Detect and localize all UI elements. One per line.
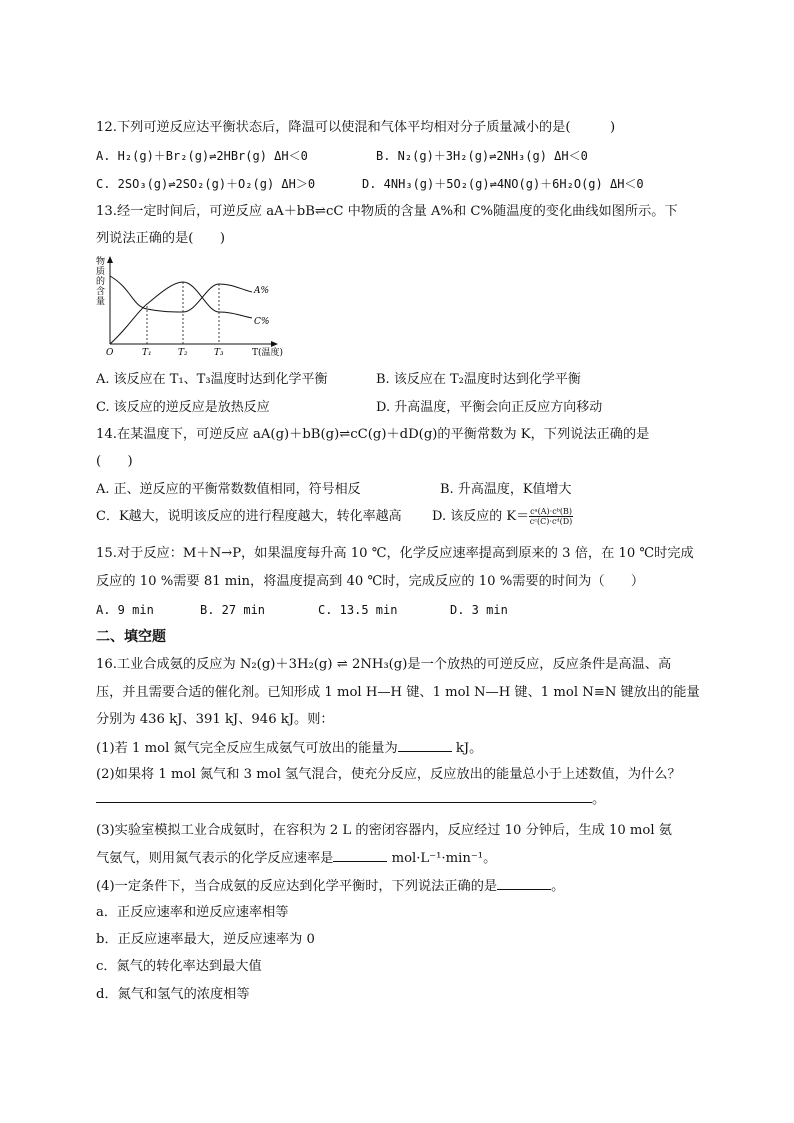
q12-stem: 12.下列可逆反应达平衡状态后，降温可以使混和气体平均相对分子质量减小的是( ) xyxy=(96,120,616,135)
q15-stem-line1: 15.对于反应：M＋N→P，如果温度每升高 10 ℃，化学反应速率提高到原来的 3 倍，在 10 ℃时完成 xyxy=(96,546,694,561)
q14-stem-line1: 14.在某温度下，可逆反应 aA(g)＋bB(g)⇌cC(g)＋dD(g)的平衡常数为 K，下列说法正确的是 xyxy=(96,427,650,442)
curve-c-label: C% xyxy=(254,317,270,327)
q13-option-a: A. 该反应在 T₁、T₃温度时达到化学平衡 xyxy=(96,372,328,387)
q12-option-d: D. 4NH₃(g)＋5O₂(g)⇌4NO(g)＋6H₂O(g) ΔH＜0 xyxy=(362,177,644,191)
origin-label: O xyxy=(106,348,114,358)
q16-stem-line2: 压，并且需要合适的催化剂。已知形成 1 mol H—H 键、1 mol N—H 键、1 mol N≡N 键放出的能量 xyxy=(96,685,700,700)
content-temperature-graph xyxy=(92,254,302,364)
q12-option-c: C. 2SO₃(g)⇌2SO₂(g)＋O₂(g) ΔH＞0 xyxy=(96,177,316,191)
q16-part1 xyxy=(96,739,482,758)
y-axis-arrow xyxy=(107,256,113,263)
q16-part1-text: (1)若 1 mol 氮气完全反应生成氨气可放出的能量为 xyxy=(96,741,398,756)
x-axis-label: T(温度) xyxy=(252,348,284,358)
q13-option-c: C. 该反应的逆反应是放热反应 xyxy=(96,400,270,415)
q13-option-b: B. 该反应在 T₂温度时达到化学平衡 xyxy=(376,372,581,387)
fraction-denominator: cᶜ(C)·cᵈ(D) xyxy=(529,517,573,526)
q15-option-c: C. 13.5 min xyxy=(318,603,398,617)
tick-t1: T₁ xyxy=(142,348,152,358)
section-title-fill-in: 二、填空题 xyxy=(96,629,166,645)
equilibrium-constant-fraction xyxy=(529,507,573,526)
q14-option-d xyxy=(432,503,573,531)
y-label-char: 物 xyxy=(96,257,106,267)
q16-part3-unit: mol·L⁻¹·min⁻¹。 xyxy=(387,851,497,866)
q14-option-c: C．K越大，说明该反应的进行程度越大，转化率越高 xyxy=(96,509,402,524)
q16-part4-text: (4)一定条件下，当合成氨的反应达到化学平衡时，下列说法正确的是 xyxy=(96,879,498,894)
q14-stem-line2: ( ) xyxy=(96,454,133,469)
q16-option-c: c．氮气的转化率达到最大值 xyxy=(96,959,262,974)
q16-stem-line1: 16.工业合成氨的反应为 N₂(g)＋3H₂(g) ⇌ 2NH₃(g)是一个放热的可逆反应，反应条件是高温、高 xyxy=(96,657,672,672)
tick-t3: T₃ xyxy=(214,348,224,358)
q16-part2-answer-line xyxy=(96,790,605,809)
x-axis-arrow xyxy=(271,341,278,347)
curve-a-label: A% xyxy=(254,286,270,296)
q16-part4 xyxy=(96,877,564,896)
q16-part4-period: 。 xyxy=(551,879,565,894)
q16-part3-line1: (3)实验室模拟工业合成氨时，在容积为 2 L 的密闭容器内，反应经过 10 分钟后，生成 10 mol 氨 xyxy=(96,823,672,838)
q16-part2-answer-blank[interactable] xyxy=(96,790,592,803)
q14-option-b: B. 升高温度，K值增大 xyxy=(440,482,572,497)
q16-part4-answer-blank[interactable] xyxy=(497,877,551,890)
q15-option-d: D. 3 min xyxy=(450,603,508,617)
q16-option-b: b．正反应速率最大，逆反应速率为 0 xyxy=(96,932,315,947)
q16-part3-text: 气氨气，则用氮气表示的化学反应速率是 xyxy=(96,851,334,866)
q12-option-b: B. N₂(g)＋3H₂(g)⇌2NH₃(g) ΔH＜0 xyxy=(376,149,588,163)
q16-option-a: a．正反应速率和逆反应速率相等 xyxy=(96,905,289,920)
y-label-char: 质 xyxy=(96,267,106,277)
q13-stem-line1: 13.经一定时间后，可逆反应 aA＋bB⇌cC 中物质的含量 A%和 C%随温度的变化曲线如图所示。下 xyxy=(96,204,678,219)
tick-t2: T₂ xyxy=(178,348,188,358)
q13-option-d: D. 升高温度，平衡会向正反应方向移动 xyxy=(376,400,603,415)
q16-part3-line2 xyxy=(96,849,496,868)
q15-option-a: A. 9 min xyxy=(96,603,154,617)
q14-option-d-text: D. 该反应的 K＝ xyxy=(432,509,530,524)
fraction-numerator: cᵃ(A)·cᵇ(B) xyxy=(530,507,573,516)
q12-option-a: A. H₂(g)＋Br₂(g)⇌2HBr(g) ΔH＜0 xyxy=(96,149,308,163)
q16-stem-line3: 分别为 436 kJ、391 kJ、946 kJ。则： xyxy=(96,712,334,727)
q16-part2-period: 。 xyxy=(592,792,606,807)
y-label-char: 量 xyxy=(96,297,106,307)
q16-part3-answer-blank[interactable] xyxy=(333,849,387,862)
q16-part1-unit: kJ。 xyxy=(451,741,483,756)
q15-option-b: B. 27 min xyxy=(200,603,266,617)
q16-option-d: d．氮气和氢气的浓度相等 xyxy=(96,987,250,1002)
q14-option-a: A. 正、逆反应的平衡常数数值相同，符号相反 xyxy=(96,482,361,497)
q16-part2: (2)如果将 1 mol 氮气和 3 mol 氢气混合，使充分反应，反应放出的能量总小于上述数值，为什么？ xyxy=(96,767,681,782)
curve-a-percent xyxy=(110,276,252,312)
q16-part1-answer-blank[interactable] xyxy=(398,739,452,752)
q15-stem-line2: 反应的 10 %需要 81 min，将温度提高到 40 ℃时，完成反应的 10 %需要的时间为（ ） xyxy=(96,574,645,589)
y-label-char: 含 xyxy=(96,287,106,297)
q13-stem-line2: 列说法正确的是( ) xyxy=(96,231,225,246)
curve-c-percent xyxy=(110,282,252,344)
y-label-char: 的 xyxy=(96,277,106,287)
